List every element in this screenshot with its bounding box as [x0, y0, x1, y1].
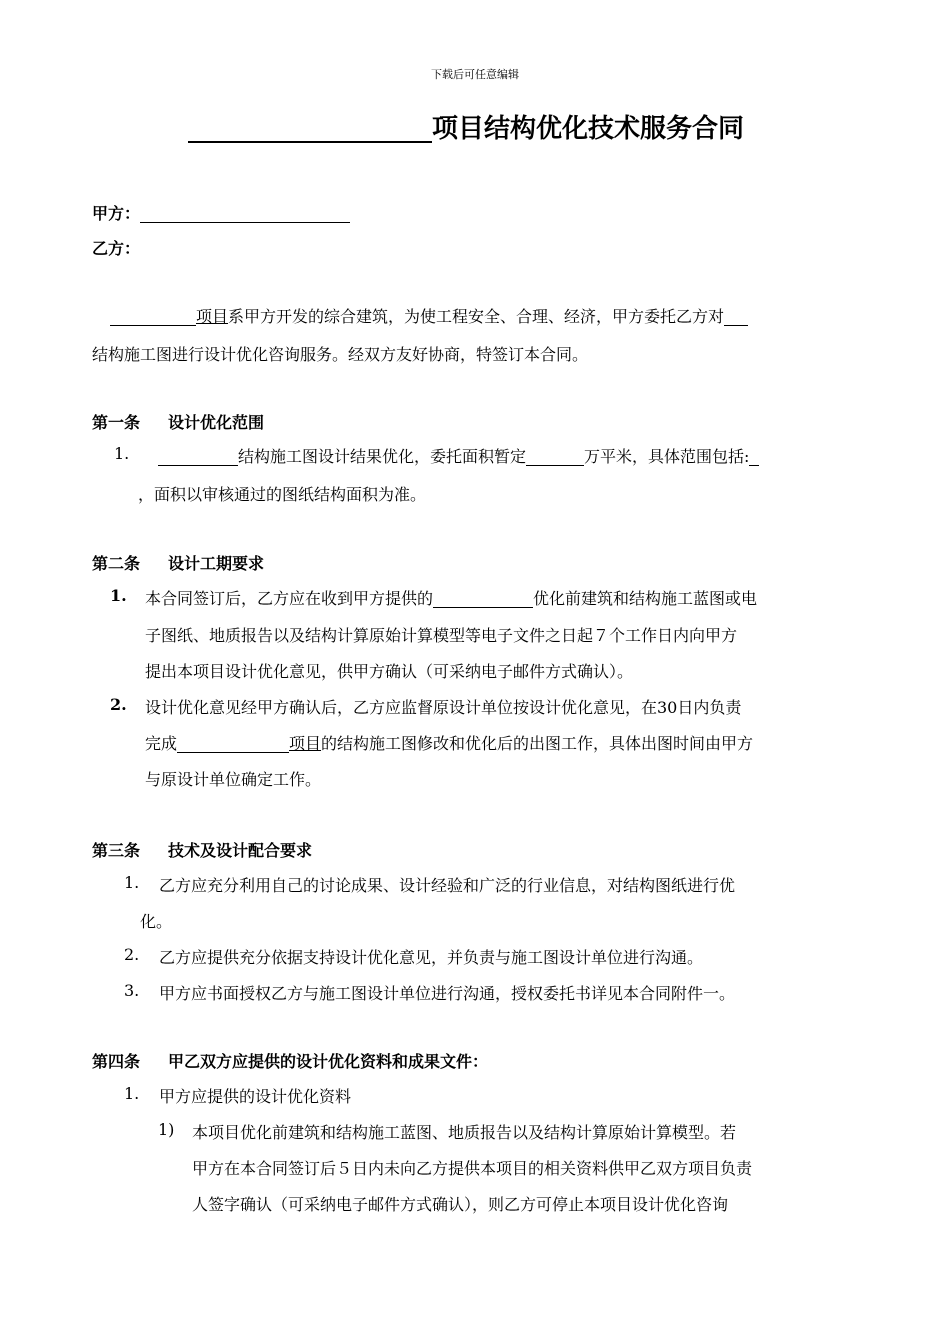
article-1-title: 设计优化范围 — [168, 413, 265, 432]
article-4-heading — [92, 1049, 488, 1072]
article-1-item-1-line-1 — [158, 444, 759, 467]
article-2-num: 第二条 — [92, 554, 141, 573]
a2-item2-a: 完成 — [145, 734, 178, 753]
article-4-sub-1-line-1: 本项目优化前建筑和结构施工蓝图、地质报告以及结构计算原始计算模型。若 — [192, 1123, 737, 1142]
article-2-item-1-line-1 — [145, 586, 757, 609]
intro-blank — [110, 308, 196, 326]
article-3-item-1-line-2: 化。 — [140, 912, 173, 931]
article-2-heading — [92, 551, 264, 574]
article-3-item-3-num: 3. — [124, 981, 140, 1000]
article-3-item-3-line-1: 甲方应书面授权乙方与施工图设计单位进行沟通，授权委托书详见本合同附件一。 — [159, 984, 736, 1003]
article-2-item-2-line-2 — [145, 731, 753, 754]
a2-project: 项目 — [289, 734, 322, 753]
article-4-title: 甲乙双方应提供的设计优化资料和成果文件： — [168, 1052, 489, 1071]
article-2-item-2-num: 2. — [110, 695, 127, 714]
title-blank-line — [188, 113, 432, 143]
party-b-line — [92, 236, 140, 259]
article-4-num: 第四条 — [92, 1052, 141, 1071]
page-header: 下载后可任意编辑 — [431, 68, 519, 81]
article-4-sub-1-line-3: 人签字确认（可采纳电子邮件方式确认），则乙方可停止本项目设计优化咨询 — [192, 1195, 729, 1214]
article-4-sub-1-num: 1) — [158, 1120, 175, 1139]
article-4-sub-1-line-2: 甲方在本合同签订后５日内未向乙方提供本项目的相关资料供甲乙双方项目负责 — [192, 1159, 753, 1178]
a2-blank-2 — [177, 735, 289, 753]
article-2-title: 设计工期要求 — [168, 554, 265, 573]
a1-text-b: 万平米，具体范围包括: — [584, 447, 750, 466]
article-2-item-1-line-3: 提出本项目设计优化意见，供甲方确认（可采纳电子邮件方式确认）。 — [145, 662, 634, 681]
article-1-item-1-line-2: ，面积以审核通过的图纸结构面积为准。 — [138, 485, 427, 504]
a2-item2-b: 的结构施工图修改和优化后的出图工作，具体出图时间由甲方 — [321, 734, 754, 753]
article-3-item-2-line-1: 乙方应提供充分依据支持设计优化意见，并负责与施工图设计单位进行沟通。 — [159, 948, 704, 967]
a2-blank-1 — [433, 590, 533, 608]
a2-text-a: 本合同签订后，乙方应在收到甲方提供的 — [145, 589, 434, 608]
title-text: 项目结构优化技术服务合同 — [432, 114, 745, 144]
article-1-heading — [92, 410, 264, 433]
article-2-item-1-line-2: 子图纸、地质报告以及结构计算原始计算模型等电子文件之日起７个工作日内向甲方 — [145, 626, 738, 645]
party-a-line — [92, 201, 350, 224]
intro-text: 系甲方开发的综合建筑，为使工程安全、合理、经济，甲方委托乙方对 — [228, 307, 725, 326]
article-2-item-1-num: 1. — [110, 586, 127, 605]
intro-blank-end — [724, 308, 748, 326]
article-3-item-2-num: 2. — [124, 945, 140, 964]
article-1-num: 第一条 — [92, 413, 141, 432]
article-3-heading — [92, 838, 312, 861]
article-1-item-1-num: 1. — [114, 444, 130, 463]
article-3-num: 第三条 — [92, 841, 141, 860]
article-4-item-1-num: 1. — [124, 1084, 140, 1103]
article-3-title: 技术及设计配合要求 — [168, 841, 313, 860]
a1-blank-3 — [749, 448, 759, 466]
article-4-item-1-text: 甲方应提供的设计优化资料 — [159, 1087, 352, 1106]
a1-blank-1 — [158, 448, 238, 466]
article-3-item-1-line-1: 乙方应充分利用自己的讨论成果、设计经验和广泛的行业信息，对结构图纸进行优 — [159, 876, 736, 895]
party-a-label: 甲方： — [92, 204, 141, 223]
article-2-item-2-line-1: 设计优化意见经甲方确认后，乙方应监督原设计单位按设计优化意见，在30日内负责 — [145, 698, 742, 717]
party-b-label: 乙方： — [92, 239, 141, 258]
intro-line-1 — [110, 304, 748, 327]
intro-project: 项目 — [196, 307, 229, 326]
article-3-item-1-num: 1. — [124, 873, 140, 892]
a2-text-b: 优化前建筑和结构施工蓝图或电 — [533, 589, 758, 608]
a1-blank-2 — [526, 448, 584, 466]
contract-title — [188, 108, 744, 145]
intro-line-2: 结构施工图进行设计优化咨询服务。经双方友好协商，特签订本合同。 — [92, 345, 589, 364]
article-2-item-2-line-3: 与原设计单位确定工作。 — [145, 770, 322, 789]
party-a-blank — [140, 205, 350, 223]
a1-text-a: 结构施工图设计结果优化，委托面积暂定 — [238, 447, 527, 466]
